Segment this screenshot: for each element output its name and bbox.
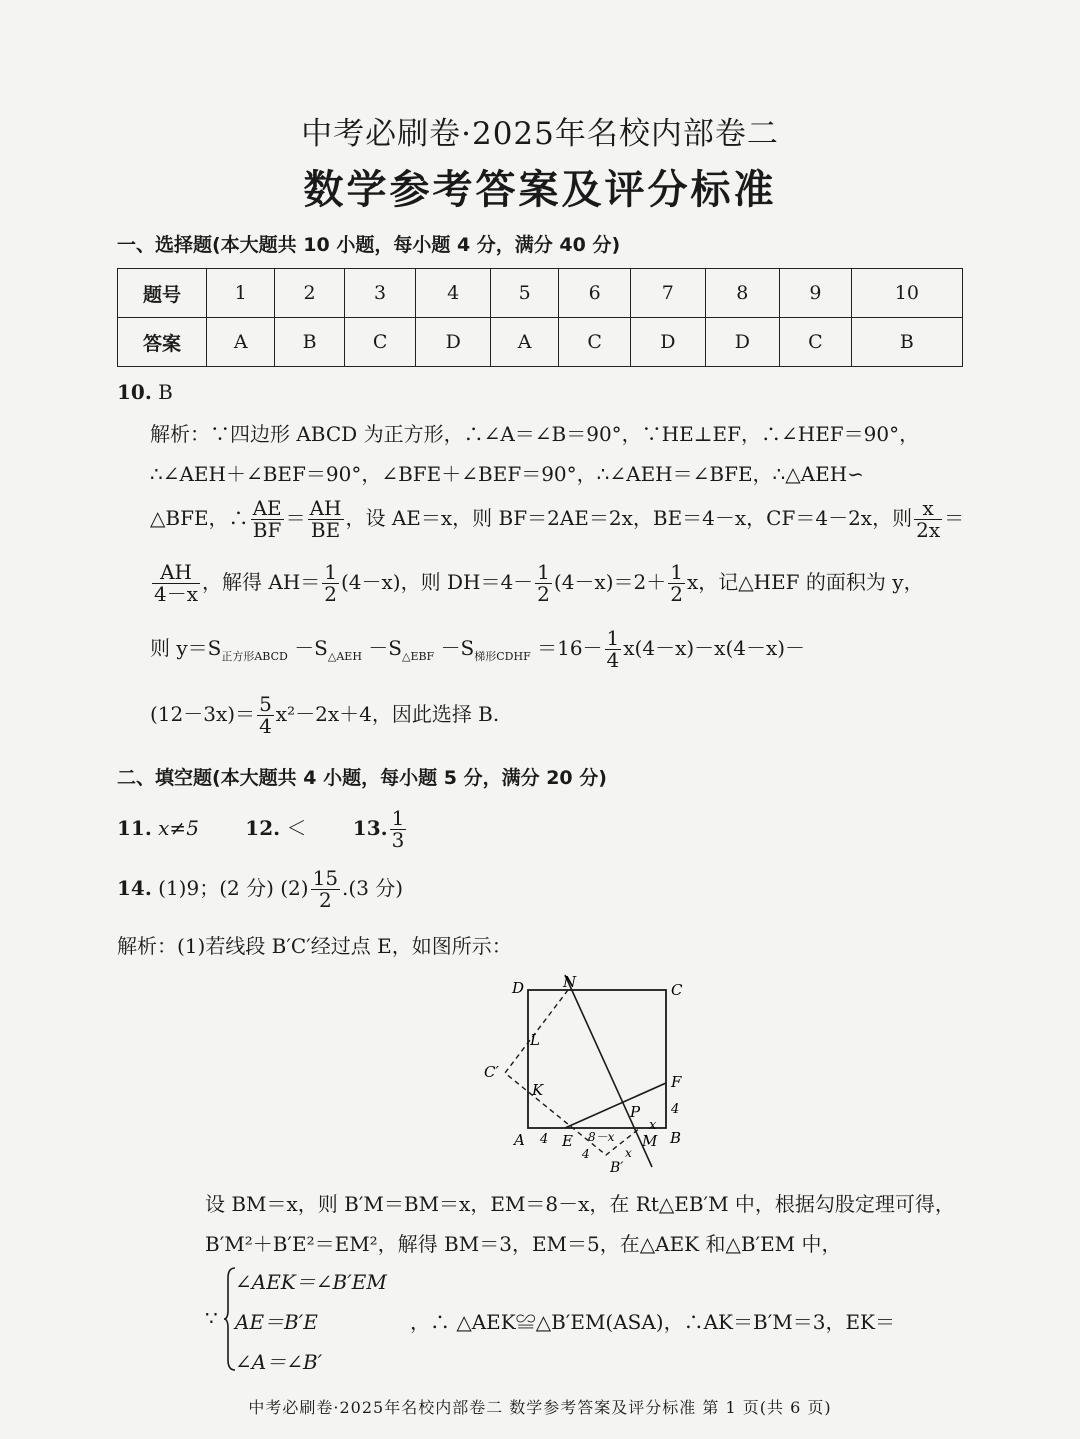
- equals-sign: ＝: [944, 506, 965, 530]
- brace-line-2: AE＝B′E: [235, 1310, 318, 1334]
- table-cell: 2: [275, 269, 344, 318]
- table-cell: 7: [631, 269, 706, 318]
- figure-label: P: [630, 1103, 641, 1121]
- figure-label: 8－x: [588, 1130, 615, 1144]
- figure-label: x: [625, 1146, 632, 1160]
- q11-13-line: [117, 808, 408, 851]
- table-row: [118, 269, 963, 318]
- table-header-cell: 答案: [118, 318, 207, 367]
- table-cell: 10: [851, 269, 962, 318]
- text-run: (4－x)＝2＋: [553, 570, 667, 594]
- subscript: 正方形ABCD: [221, 650, 288, 663]
- fraction: [308, 498, 344, 541]
- text-run: －S: [440, 636, 475, 660]
- square-abcd: [528, 990, 666, 1128]
- table-cell: D: [631, 318, 706, 367]
- figure-label: C′: [484, 1063, 499, 1081]
- table-cell: 9: [780, 269, 852, 318]
- numerator: 1: [324, 560, 337, 584]
- fraction: [311, 868, 340, 911]
- question-number: 10.: [117, 380, 152, 404]
- table-cell: C: [780, 318, 852, 367]
- figure-label: C: [671, 981, 683, 999]
- table-cell: 4: [416, 269, 491, 318]
- denominator: 3: [391, 828, 405, 852]
- folded-outline: [505, 990, 640, 1155]
- q11-answer: x≠5: [158, 816, 199, 840]
- denominator: 2x: [916, 518, 941, 542]
- fraction: [152, 562, 200, 605]
- text-run: －S: [294, 636, 328, 660]
- q10-line-1: 解析：∵四边形 ABCD 为正方形，∴∠A＝∠B＝90°，∵HE⊥EF，∴∠HEF＝90°，: [150, 422, 920, 446]
- text-run: －S: [368, 636, 402, 660]
- denominator: 4: [259, 714, 272, 738]
- fraction: [257, 694, 274, 737]
- numerator: 1: [391, 806, 405, 830]
- page-footer: 中考必刷卷·2025年名校内部卷二 数学参考答案及评分标准 第 1 页(共 6 页): [248, 1398, 832, 1417]
- table-cell: B: [275, 318, 344, 367]
- denominator: 4: [606, 648, 620, 672]
- numerator: AE: [252, 496, 282, 520]
- proof-conclusion: ，∴ △AEK≌△B′EM(ASA)，∴AK＝B′M＝3，EK＝: [410, 1310, 895, 1334]
- equals-sign: ＝: [285, 506, 306, 530]
- table-cell: 5: [490, 269, 558, 318]
- table-row: [118, 318, 963, 367]
- table-cell: C: [559, 318, 631, 367]
- denominator: BE: [310, 518, 341, 542]
- text-run: (12－3x)＝: [150, 702, 256, 726]
- denominator: 2: [537, 582, 550, 606]
- denominator: BF: [252, 518, 282, 542]
- numerator: 15: [312, 866, 339, 890]
- fraction: [322, 562, 339, 605]
- figure-label: D: [512, 979, 525, 997]
- fraction: [605, 628, 622, 671]
- proof-line-1: 设 BM＝x，则 B′M＝BM＝x，EM＝8－x，在 Rt△EB′M 中，根据勾股定理可得，: [205, 1192, 955, 1216]
- q10-line-5: [150, 628, 805, 671]
- numerator: 1: [606, 626, 620, 650]
- figure-label: 4: [671, 1102, 680, 1117]
- answer-table: [117, 268, 963, 367]
- text-run: ，设 AE＝x，则 BF＝2AE＝2x，BE＝4－x，CF＝4－2x，则: [345, 506, 913, 530]
- text-run: x，记△HEF 的面积为 y，: [686, 570, 924, 594]
- figure-label: L: [530, 1031, 540, 1049]
- q12-answer: ＜: [286, 816, 307, 840]
- text-run: ＝16－: [537, 636, 603, 660]
- denominator: 2: [318, 888, 332, 912]
- geometry-figure: [480, 965, 700, 1175]
- figure-label: M: [642, 1132, 658, 1150]
- question-number: 13.: [352, 816, 388, 840]
- q10-answer: B: [158, 380, 173, 404]
- numerator: AH: [309, 496, 342, 520]
- q10-line-3: [150, 498, 964, 541]
- figure-label: F: [671, 1073, 682, 1091]
- numerator: 5: [259, 692, 272, 716]
- table-cell: A: [490, 318, 558, 367]
- fraction: [914, 498, 942, 541]
- question-number: 14.: [117, 876, 152, 900]
- figure-label: A: [514, 1131, 525, 1149]
- table-cell: D: [705, 318, 780, 367]
- question-number: 11.: [117, 816, 152, 840]
- figure-label: K: [532, 1081, 544, 1099]
- fraction: [535, 562, 552, 605]
- section2-heading: 二、填空题(本大题共 4 小题，每小题 5 分，满分 20 分): [117, 767, 607, 789]
- table-cell: B: [851, 318, 962, 367]
- numerator: AH: [152, 562, 200, 584]
- q10-line-6: [150, 694, 499, 737]
- page-subtitle: 数学参考答案及评分标准: [303, 167, 777, 213]
- denominator: 2: [670, 582, 683, 606]
- text-run: (4－x)，则 DH＝4－: [341, 570, 534, 594]
- subscript: △EBF: [401, 650, 435, 663]
- text-run: △BFE，∴: [150, 506, 249, 530]
- brace-line-1: ∠AEK＝∠B′EM: [235, 1270, 387, 1294]
- table-cell: D: [416, 318, 491, 367]
- figure-label: x: [649, 1118, 657, 1133]
- text-run: 则 y＝S: [150, 636, 222, 660]
- table-header-cell: 题号: [118, 269, 207, 318]
- because-symbol: ∵: [205, 1306, 218, 1330]
- table-cell: C: [344, 318, 416, 367]
- q14-analysis: 解析：(1)若线段 B′C′经过点 E，如图所示：: [117, 934, 512, 958]
- figure-label: 4: [582, 1147, 590, 1161]
- q13-answer-fraction: [390, 808, 407, 851]
- q10-line-4: [150, 562, 924, 605]
- section1-heading: 一、选择题(本大题共 10 小题，每小题 4 分，满分 40 分): [117, 234, 621, 256]
- q14-line: [117, 868, 403, 911]
- table-cell: 8: [705, 269, 780, 318]
- table-cell: 6: [559, 269, 631, 318]
- fraction: [251, 498, 284, 541]
- numerator: 1: [670, 560, 683, 584]
- text-run: x(4－x)－x(4－x)－: [623, 636, 806, 660]
- fraction: [668, 562, 685, 605]
- q10-answer-line: [117, 380, 173, 404]
- numerator: 1: [537, 560, 550, 584]
- question-number: 12.: [245, 816, 281, 840]
- text-run: (1)9；(2 分) (2): [158, 876, 309, 900]
- brace-line-3: ∠A＝∠B′: [235, 1350, 323, 1374]
- numerator: x: [914, 498, 942, 520]
- table-cell: A: [207, 318, 275, 367]
- table-cell: 3: [344, 269, 416, 318]
- q10-line-2: ∴∠AEH＋∠BEF＝90°，∠BFE＋∠BEF＝90°，∴∠AEH＝∠BFE，∴△AEH∽: [150, 462, 864, 486]
- denominator: 4－x: [154, 582, 199, 606]
- proof-line-2: B′M²＋B′E²＝EM²，解得 BM＝3，EM＝5，在△AEK 和△B′EM 中，: [205, 1232, 842, 1256]
- table-cell: 1: [207, 269, 275, 318]
- text-run: ，解得 AH＝: [202, 570, 321, 594]
- figure-label: N: [563, 973, 577, 991]
- text-run: x²－2x＋4，因此选择 B.: [275, 702, 500, 726]
- denominator: 2: [324, 582, 337, 606]
- subscript: △AEH: [327, 650, 362, 663]
- text-run: .(3 分): [342, 876, 404, 900]
- figure-label: B: [670, 1129, 682, 1147]
- page-title: 中考必刷卷·2025年名校内部卷二: [301, 116, 779, 152]
- subscript: 梯形CDHF: [474, 650, 531, 663]
- figure-label: E: [562, 1132, 573, 1150]
- figure-label: B′: [610, 1160, 624, 1175]
- figure-label: 4: [540, 1132, 549, 1147]
